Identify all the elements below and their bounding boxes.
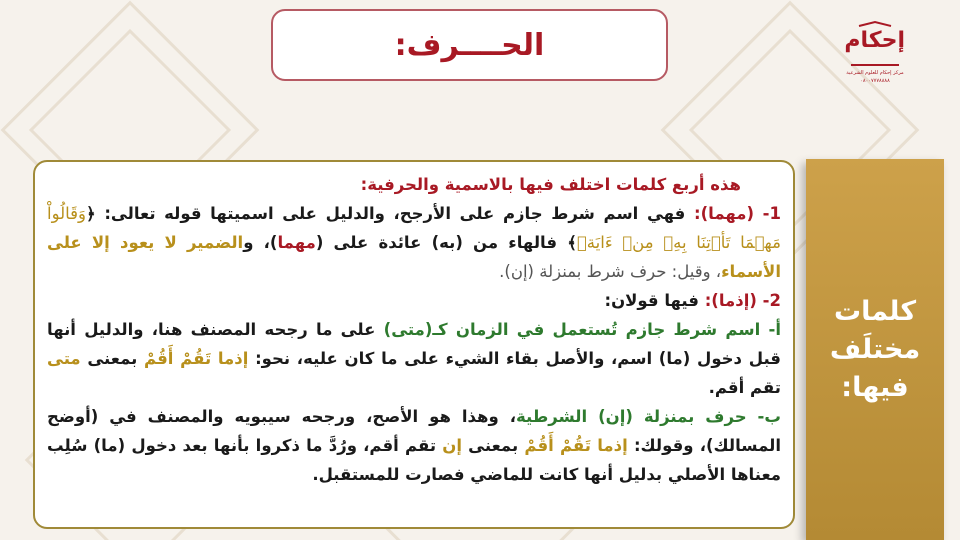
p4-text-1: ، وهذا هو الأصح، ورجحه سيبويه والمصنف في (أوضح المسالك)، وقولك: [47,407,781,455]
side-line-2: مختلَف [829,333,921,365]
logo [845,20,905,98]
p1-pronoun-rule: الضمير لا يعود إلا على الأسماء [47,233,781,281]
logo-phone: ٠٨٠٠٧٧٧٨٨٨٨ [860,78,890,84]
side-panel-text [815,293,935,407]
item-number-1: 1- (مهما): [693,204,781,223]
p1-text-1: فهي اسم شرط جازم على الأرجح، والدليل على اسميتها قوله تعالى: [104,204,694,223]
quran-bracket-open: ﴿ [86,204,105,223]
p1-text-3: )، و [243,233,278,252]
logo-name: إحكام [844,28,905,53]
p2-text-1: فيها قولان: [604,291,705,310]
paragraph-opinion-b [47,402,781,489]
p4-text-2: بمعنى [461,436,525,455]
p4-prefix: ب- [746,407,781,426]
quran-bracket-close: ﴾ [567,233,577,252]
p3-text-2: بمعنى [80,349,145,368]
p1-text-4: ، وقيل: حرف شرط بمنزلة (إن). [499,262,722,281]
p3-example: إذما تَقُمْ أَقُمْ [144,349,249,368]
p4-example: إذما تَقُمْ أَقُمْ [524,436,628,455]
item-number-2: 2- (إذما): [704,291,781,310]
content-box [33,160,795,529]
p4-text-3: تقم أقم، ورُدَّ ما ذكروا بأنها بعد دخول (ما) سُلِب معناها الأصلي بدليل أنها كانت للماضي فصارت للمستقبل. [47,436,781,484]
title-box [271,9,668,81]
page-title: الحــــرف: [394,27,545,63]
p3-text-1: على ما رجحه المصنف هنا، والدليل أنها قبل دخول (ما) اسم، والأصل بقاء الشيء على ما كان عليه، نحو: [47,320,781,368]
p4-in: إن [442,436,462,455]
logo-subtitle: مركز إحكام للعلوم الشرعية [846,70,904,76]
quran-verse: وَقَالُواْ مَهۡمَا تَأۡتِنَا بِهِۦ مِنۡ ءَايَةٖ [47,204,782,252]
p4-green: حرف بمنزلة (إن) الشرطية [515,407,747,426]
intro-heading: هذه أربع كلمات اختلف فيها بالاسمية والحرفية: [360,175,741,194]
content-text [47,170,781,489]
paragraph-idhma [47,286,781,315]
p3-text-3: تقم أقم. [708,378,781,397]
p3-prefix: أ- [760,320,781,339]
side-line-1: كلمات [833,295,917,327]
p3-green: اسم شرط جازم تُستعمل في الزمان كـ(متى) [383,320,761,339]
p3-mata: متى [47,349,81,368]
side-line-3: فيها: [841,371,909,403]
side-panel [806,159,944,540]
p1-mahma-red: مهما [277,233,316,252]
p1-text-2: فالهاء من (به) عائدة على ( [315,233,568,252]
paragraph-mahma [47,199,781,286]
paragraph-opinion-a [47,315,781,402]
